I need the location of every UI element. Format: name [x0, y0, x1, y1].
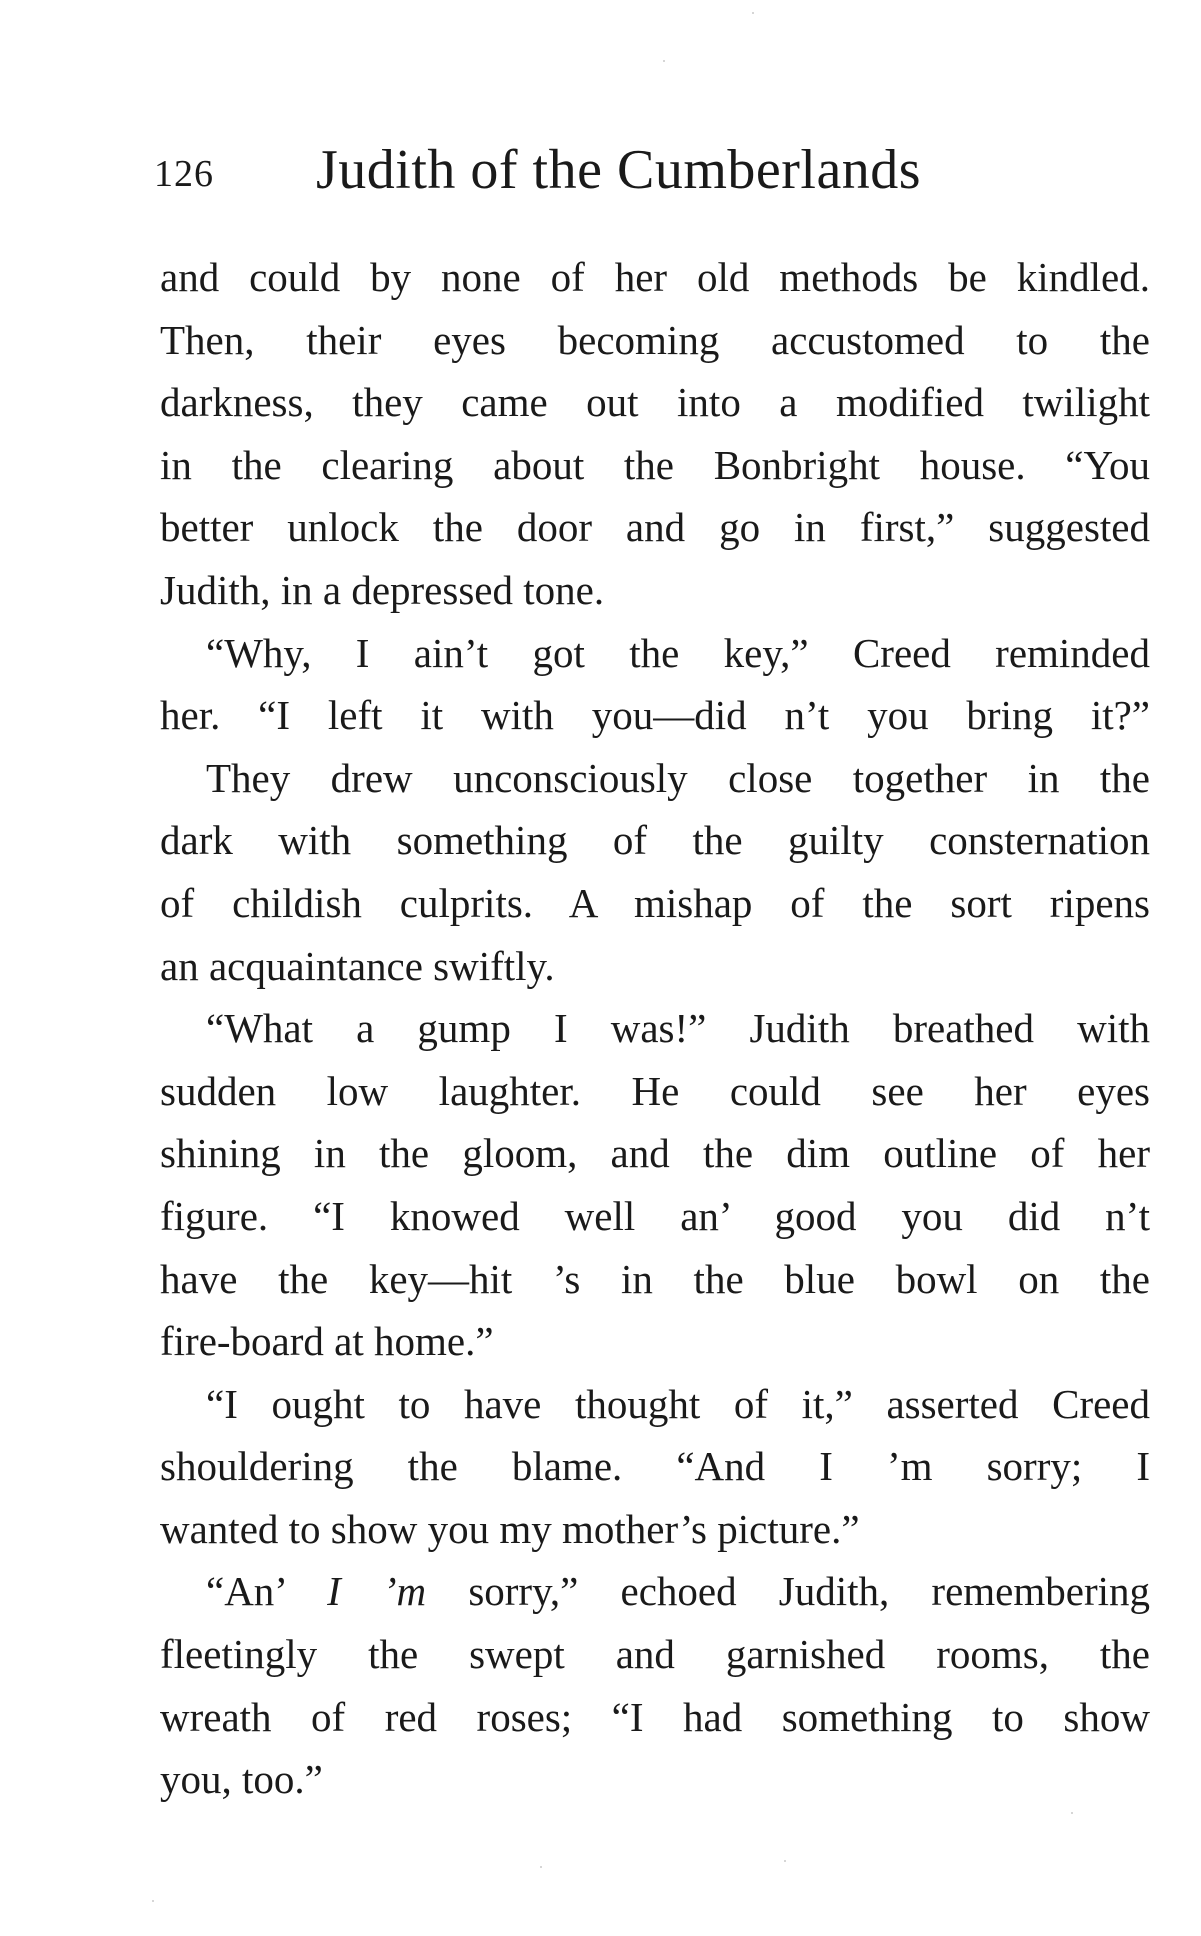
- text-line: shining in the gloom, and the dim outline of her: [160, 1130, 1150, 1177]
- text-line: wanted to show you my mother’s picture.”: [160, 1505, 860, 1552]
- text-segment: sorry,” echoed Judith, remembering: [426, 1568, 1150, 1615]
- text-line: and could by none of her old methods be kindled.: [160, 254, 1150, 300]
- paper-speck: [1071, 1812, 1073, 1814]
- text-line: shouldering the blame. “And I ’m sorry; I: [160, 1443, 1150, 1490]
- paper-speck: [540, 1866, 542, 1868]
- text-line: fleetingly the swept and garnished rooms, the: [160, 1631, 1150, 1678]
- text-line: sudden low laughter. He could see her eyes: [160, 1067, 1150, 1114]
- text-line: Then, their eyes becoming accustomed to the: [160, 316, 1150, 363]
- text-line: her. “I left it with you—did n’t you bring it?”: [160, 692, 1150, 739]
- page-number: 126: [154, 153, 214, 195]
- italic-emphasis: I ’m: [327, 1568, 427, 1615]
- text-line: in the clearing about the Bonbright house. “You: [160, 441, 1150, 488]
- text-line: fire-board at home.”: [160, 1318, 494, 1365]
- body-text: [160, 246, 1150, 1811]
- text-line: They drew unconsciously close together in the: [206, 754, 1150, 801]
- text-line: “I ought to have thought of it,” asserted Creed: [206, 1380, 1150, 1427]
- text-line: have the key—hit ’s in the blue bowl on the: [160, 1255, 1150, 1302]
- text-line: darkness, they came out into a modified twilight: [160, 379, 1150, 426]
- text-line: figure. “I knowed well an’ good you did n’t: [160, 1192, 1150, 1239]
- text-line: Judith, in a depressed tone.: [160, 566, 605, 613]
- running-title: Judith of the Cumberlands: [316, 139, 922, 201]
- text-line: you, too.”: [160, 1756, 323, 1803]
- text-line: of childish culprits. A mishap of the sort ripens: [160, 879, 1150, 926]
- running-head: [154, 138, 1054, 202]
- paper-speck: [152, 1900, 154, 1902]
- text-line: better unlock the door and go in first,” suggested: [160, 504, 1150, 551]
- text-segment: “An’: [206, 1568, 328, 1615]
- text-line: [160, 1560, 1150, 1623]
- text-line: an acquaintance swiftly.: [160, 942, 555, 989]
- paper-speck: [752, 12, 754, 14]
- text-line: “Why, I ain’t got the key,” Creed reminded: [206, 629, 1150, 676]
- text-line: “What a gump I was!” Judith breathed with: [206, 1005, 1150, 1052]
- text-line: wreath of red roses; “I had something to show: [160, 1693, 1150, 1740]
- paper-speck: [784, 1860, 786, 1862]
- text-line: dark with something of the guilty consternation: [160, 817, 1150, 864]
- paper-speck: [663, 60, 665, 62]
